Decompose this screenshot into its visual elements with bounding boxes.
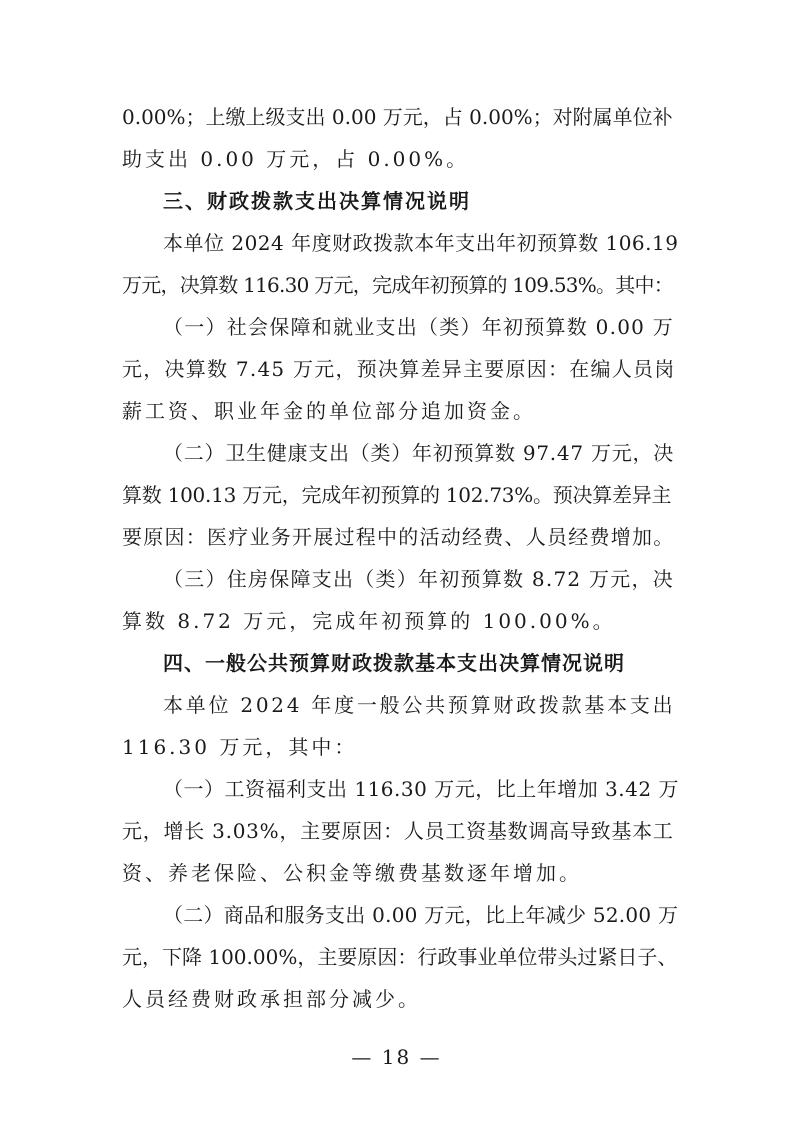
section-heading: 四、一般公共预算财政拨款基本支出决算情况说明: [163, 651, 625, 675]
text-line: （二）商品和服务支出 0.00 万元，比上年减少 52.00 万: [163, 903, 679, 927]
text-line: （一）社会保障和就业支出（类）年初预算数 0.00 万: [163, 315, 674, 339]
text-line: 助支出 0.00 万元，占 0.00%。: [122, 147, 470, 171]
text-line: （二）卫生健康支出（类）年初预算数 97.47 万元，决: [163, 441, 674, 465]
text-line: 元，下降 100.00%，主要原因：行政事业单位带头过紧日子、: [122, 945, 678, 969]
text-line: （三）住房保障支出（类）年初预算数 8.72 万元，决: [163, 567, 674, 591]
text-line: 薪工资、职业年金的单位部分追加资金。: [122, 399, 536, 423]
text-line: （一）工资福利支出 116.30 万元，比上年增加 3.42 万: [163, 777, 679, 801]
text-line: 116.30 万元，其中：: [122, 735, 358, 759]
text-line: 算数 8.72 万元，完成年初预算的 100.00%。: [122, 609, 616, 633]
text-line: 资、养老保险、公积金等缴费基数逐年增加。: [122, 861, 582, 885]
text-line: 算数 100.13 万元，完成年初预算的 102.73%。预决算差异主: [122, 483, 672, 507]
text-line: 0.00%；上缴上级支出 0.00 万元，占 0.00%；对附属单位补: [122, 105, 673, 129]
text-line: 要原因：医疗业务开展过程中的活动经费、人员经费增加。: [122, 525, 675, 549]
text-line: 人员经费财政承担部分减少。: [122, 987, 421, 1011]
text-line: 元，决算数 7.45 万元，预决算差异主要原因：在编人员岗: [122, 357, 676, 381]
page-number: — 18 —: [351, 1045, 442, 1069]
text-line: 元，增长 3.03%，主要原因：人员工资基数调高导致基本工: [122, 819, 674, 843]
text-line: 本单位 2024 年度一般公共预算财政拨款基本支出: [163, 693, 676, 717]
section-heading: 三、财政拨款支出决算情况说明: [163, 189, 471, 213]
text-line: 本单位 2024 年度财政拨款本年支出年初预算数 106.19: [163, 231, 679, 255]
text-line: 万元，决算数 116.30 万元，完成年初预算的 109.53%。其中：: [122, 273, 674, 297]
